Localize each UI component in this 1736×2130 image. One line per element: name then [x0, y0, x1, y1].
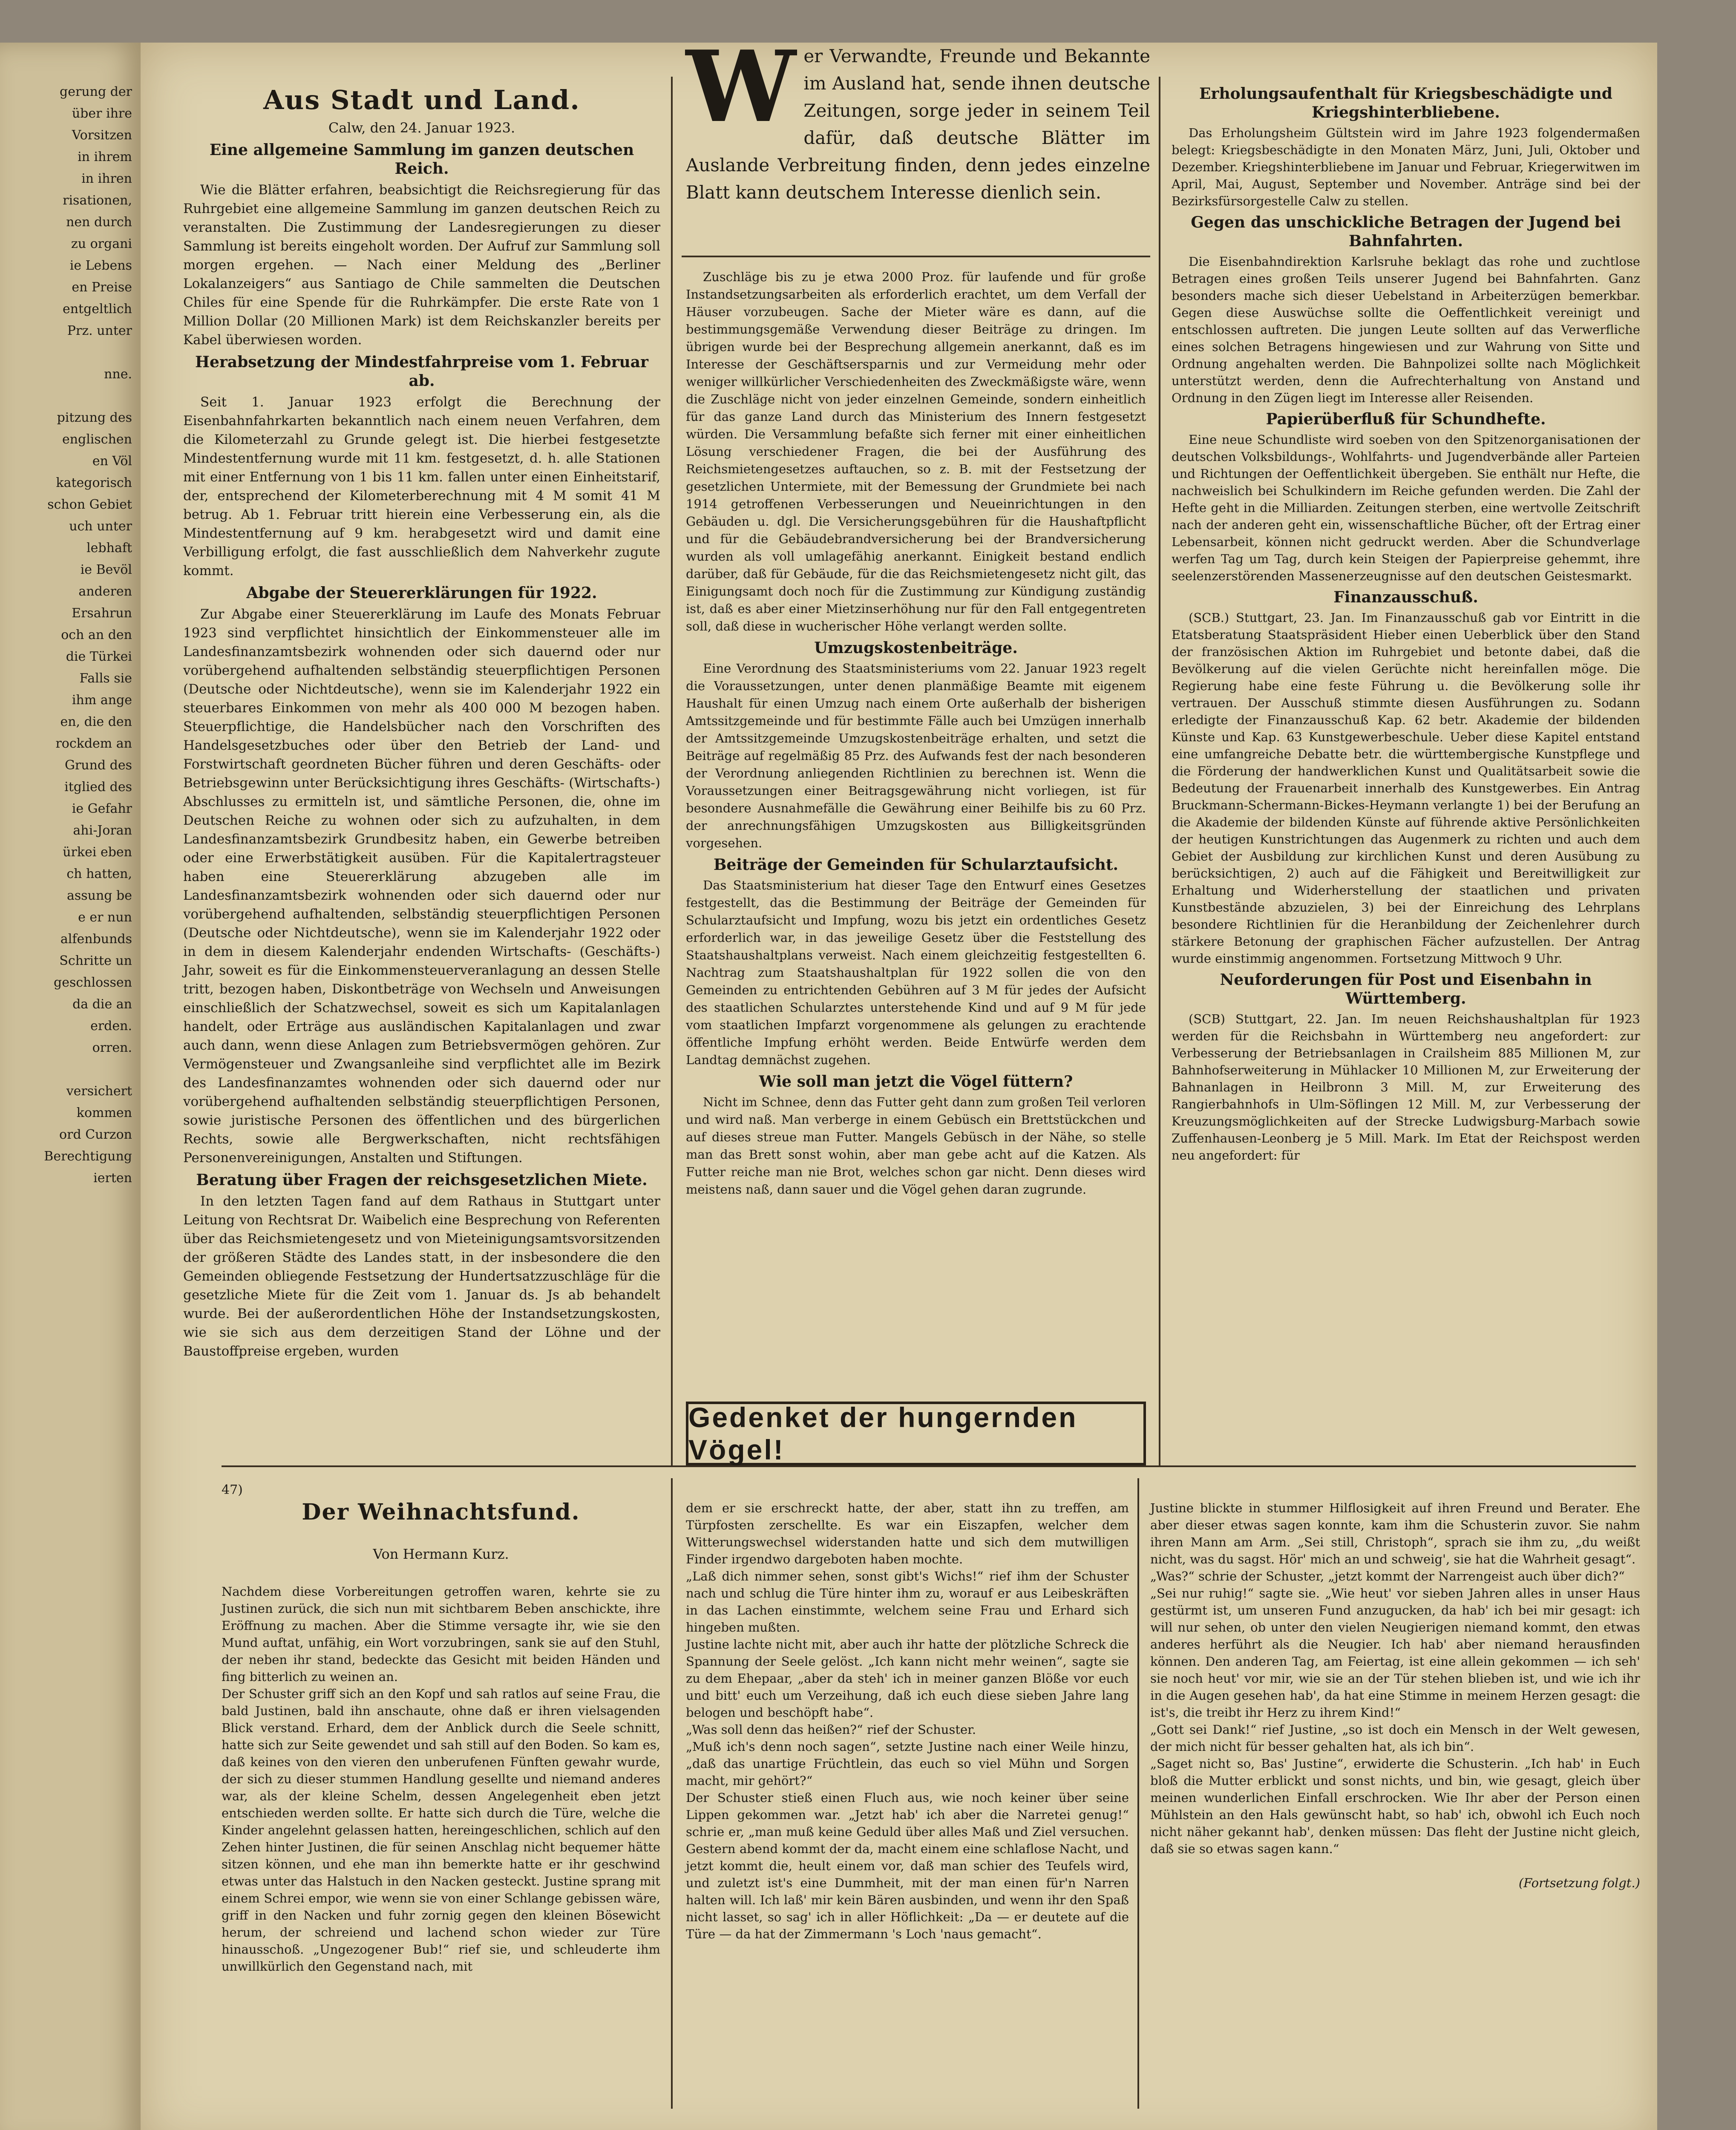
article-heading: Beratung über Fragen der reichsgesetzlichen Miete.: [196, 1171, 648, 1189]
column-middle: [686, 268, 1146, 1201]
appeal-rule: [682, 256, 1150, 257]
article-heading: Wie soll man jetzt die Vögel füttern?: [759, 1073, 1073, 1091]
article-paragraph: Zur Abgabe einer Steuererklärung im Laufe des Monats Februar 1923 sind verpflichtet hinsichtlich der Einkommensteuer alle im Landesfinanzamtsbezirk wohnenden oder sich dauernd oder nur vorübergehend aufhaltenden selbständig steuerpflichtigen Personen (Deutsche oder Nichtdeutsche), wenn sie im Kalenderjahr 1922 ein steuerbares Einkommen von mehr als 400 000 M bezogen haben. Steuerpflichtige, die Handelsbücher nach den Vorschriften des Handelsgesetzbuches oder über den Betrieb der Land- und Forstwirtschaft geordneten Bücher führen und deren Geschäfts- oder Betriebsgewinn unter Berücksichtigung ihres Geschäfts- (Wirtschafts-) Abschlusses zu ermitteln ist, und sämtliche Personen, die, ohne im Deutschen Reiche zu wohnen oder sich zu aufzuhalten, in dem Landesfinanzamtsbezirk Grundbesitz haben, ein Gewerbe betreiben oder eine Erwerbstätigkeit ausüben. Für die Kapitalertragsteuer haben eine Steuererklärung abzugeben alle im Landesfinanzamtsbezirk wohnenden oder sich dauernd oder nur vorübergehend aufhaltenden, selbständig steuerpflichtigen Personen (Deutsche oder Nichtdeutsche), wenn sie im Kalenderjahr 1922 oder in dem in diesem Kalenderjahr endenden Wirtschafts- (Geschäfts-) Jahr, soweit es für die Einkommensteuerveranlagung an dessen Stelle tritt, bezogen haben, Diskontbeträge von Wechseln und Anweisungen einschließlich der Schatzwechsel, soweit es sich um Kapitalanlagen handelt, oder Erträge aus ausländischen Kapitalanlagen und zwar auch dann, wenn diese Anlagen zum Betriebsvermögen gehören. Zur Vermögensteuer und Zwangsanleihe sind verpflichtet alle im Bezirk des Landesfinanzamtes wohnenden oder sich dauernd oder nur vorübergehend aufhaltenden selbständig steuerpflichtigen Personen, sowie juristische Personen des öffentlichen und des bürgerlichen Rechts, sowie alle Bergwerkschaften, nicht rechtsfähigen Personenvereinigungen, Anstalten und Stiftungen.: [183, 607, 660, 1166]
article-paragraph: Nicht im Schnee, denn das Futter geht dann zum großen Teil verloren und wird naß. Man verberge in einem Gebüsch ein Brettstückchen und auf dieses streue man Futter. Mangels Gebüsch in der Nähe, so stelle man das Brett sonst wohin, aber man gebe acht auf die Katzen. Als Futter reiche man nie Brot, welches schon gar nicht. Denn dieses wird meistens naß, dann sauer und die Vögel gehen daran zugrunde.: [686, 1095, 1146, 1197]
previous-page-text: gerung der über ihre Vorsitzen in ihrem in ihren risationen, nen durch zu organi ie Lebens en Preise entgeltlich Prz. unter nne. pitzung des englischen en Völ kategorisch schon Gebiet uch unter lebhaft ie Bevöl anderen Ersahrun och an den die Türkei Falls sie ihm ange en, die den rockdem an Grund des itglied des ie Gefahr ahi-Joran ürkei eben ch hatten, assung be e er nun alfenbunds Schritte un geschlossen da die an erden. orren. versichert kommen ord Curzon Berechtigung ierten: [44, 84, 132, 1186]
column-right: [1172, 81, 1640, 1166]
article-heading: Beiträge der Gemeinden für Schularztaufsicht.: [713, 856, 1119, 874]
article-paragraph: Das Erholungsheim Gültstein wird im Jahre 1923 folgendermaßen belegt: Kriegsbeschädigte in den Monaten März, Juni, Juli, Oktober und Dezember. Kriegshinterbliebene im Januar und Februar, Kriegerwitwen im April, Mai, August, September und November. Anträge sind bei der Bezirksfürsorgestelle Calw zu stellen.: [1172, 126, 1640, 208]
bird-feeding-banner: Gedenket der hungernden Vögel!: [686, 1402, 1146, 1465]
story-author: Von Hermann Kurz.: [373, 1546, 509, 1562]
article-heading: Finanzausschuß.: [1333, 588, 1478, 606]
story-column-3: [1150, 1482, 1640, 1908]
article-heading: Erholungsaufenthalt für Kriegsbeschädigte und Kriegshinterbliebene.: [1199, 85, 1612, 121]
dateline: Calw, den 24. Januar 1923.: [328, 120, 515, 136]
column-rule: [671, 1478, 673, 2109]
article-heading: Herabsetzung der Mindestfahrpreise vom 1. Februar ab.: [195, 353, 649, 390]
previous-page-edge: [0, 43, 141, 2130]
article-paragraph: In den letzten Tagen fand auf dem Rathaus in Stuttgart unter Leitung von Rechtsrat Dr. Waibelich eine Besprechung von Referenten über das Reichsmietengesetz und von Mieteinigungsamtsvorsitzenden der größeren Städte des Landes statt, in der insbesondere die den Gemeinden obliegende Festsetzung der Hundertsatzzuschläge für die gesetzliche Miete für die Zeit vom 1. Januar ds. Js ab behandelt wurde. Bei der außerordentlichen Höhe der Instandsetzungskosten, wie sie sich aus dem derzeitigen Stand der Löhne und der Baustoffpreise ergeben, wurden: [183, 1194, 660, 1359]
article-paragraph: Das Staatsministerium hat dieser Tage den Entwurf eines Gesetzes festgestellt, das die Bestimmung der Beiträge der Gemeinden für Schularztaufsicht und Impfung, wozu bis jetzt ein ordentliches Gesetz erforderlich war, in das jeweilige Gesetz über die Feststellung des Staatshaushaltplans verweist. Nach einem gleichzeitig festgestellten 6. Nachtrag zum Staatshaushaltplan für 1922 sollen die von den Gemeinden zu entrichtenden Gebühren auf 3 M für jedes der Aufsicht des staatlichen Schularztes unterstehende Kind und auf 9 M für jede vom staatlichen Impfarzt vorgenommene als gelungen zu erachtende öffentliche Impfung erhöht werden. Beide Entwürfe werden dem Landtag demnächst zugehen.: [686, 878, 1146, 1067]
article-paragraph: Eine neue Schundliste wird soeben von den Spitzenorganisationen der deutschen Volksbildungs-, Wohlfahrts- und Jugendverbände aller Parteien und Richtungen der Oeffentlichkeit übergeben. Sie enthält nur Hefte, die nachweislich bei Schulkindern im Reiche gefunden werden. Die Zahl der Hefte geht in die Milliarden. Zeitungen sterben, eine wertvolle Zeitschrift nach der anderen geht ein, wissenschaftliche Bücher, oft der Ertrag einer Lebensarbeit, können nicht gedruckt werden. Aber die Schundverlage werfen Tag um Tag, durch kein Steigen der Papierpreise gehemmt, ihre seelenzerstörenden Massenerzeugnisse auf den deutschen Geistesmarkt.: [1172, 432, 1640, 583]
continuation-note: (Fortsetzung folgt.): [1518, 1876, 1640, 1890]
section-title: Aus Stadt und Land.: [263, 84, 580, 115]
article-paragraph: Wie die Blätter erfahren, beabsichtigt die Reichsregierung für das Ruhrgebiet eine allgemeine Sammlung im ganzen deutschen Reich zu veranstalten. Die Zustimmung der Landesregierungen zu dieser Sammlung ist bereits eingeholt worden. Der Aufruf zur Sammlung soll morgen ergehen. — Nach einer Meldung des „Berliner Lokalanzeigers“ aus Santiago de Chile sammelten die Deutschen Chiles für eine Spende für die Ruhrkämpfer. Die erste Rate von 1 Million Dollar (20 Millionen Mark) ist dem Reichskanzler bereits per Kabel überwiesen worden.: [183, 182, 660, 348]
story-title: Der Weihnachtsfund.: [302, 1499, 580, 1525]
article-paragraph: (SCB) Stuttgart, 22. Jan. Im neuen Reichshaushaltplan für 1923 werden für die Reichsbahn in Württemberg neu angefordert: zur Verbesserung der Betriebsanlagen in Crailsheim 885 Millionen M, zur Bahnhofserweiterung in Mühlacker 10 Millionen M, zur Erweiterung der Bahnanlagen in Heilbronn 3 Mill. M, zur Erweiterung des Rangierbahnhofs in Ulm-Söflingen 12 Mill. M, zur Verbesserung der Kreuzungsmöglichkeiten auf der Strecke Ludwigsburg-Marbach sowie Zuffenhausen-Leonberg je 5 Mill. Mark. Im Etat der Reichspost werden neu angefordert: für: [1172, 1012, 1640, 1163]
article-paragraph: Die Eisenbahndirektion Karlsruhe beklagt das rohe und zuchtlose Betragen eines großen Teils unserer Jugend bei Bahnfahrten. Ganz besonders mache sich dieser Uebelstand in Arbeiterzügen bemerkbar. Gegen diese Auswüchse sollte die Oeffentlichkeit vereinigt und entschlossen auftreten. Die jungen Leute sollten auf das Verwerfliche eines solchen Betragens hingewiesen und zur Wahrung von Sitte und Ordnung angehalten werden. Die Bahnpolizei sollte nach Möglichkeit unterstützt werden, denn die Aufrechterhaltung von Anstand und Ordnung in den Zügen liegt im Interesse aller Reisenden.: [1172, 254, 1640, 405]
story-text: dem er sie erschreckt hatte, der aber, statt ihn zu treffen, am Türpfosten zerschellte. Es war ein Eiszapfen, welcher dem Witterungswechsel widerstanden hatte und sich dem mutwilligen Finder irgendwo dargeboten haben mochte. „Laß dich nimmer sehen, sonst gibt's Wichs!“ rief ihm der Schuster nach und schlug die Türe hinter ihm zu, worauf er aus Leibeskräften in das Lachen einstimmte, welchem seine Frau und Erhard sich hingeben mußten. Justine lachte nicht mit, aber auch ihr hatte der plötzliche Schreck die Spannung der Seele gelöst. „Ich kann nicht mehr weinen“, sagte sie zu dem Ehepaar, „aber da steh' ich in meiner ganzen Blöße vor euch und bitt' euch um Verzeihung, daß ich euch diese sieben Jahre lang belogen und beschöpft habe“. „Was soll denn das heißen?“ rief der Schuster. „Muß ich's denn noch sagen“, setzte Justine nach einer Weile hinzu, „daß das unartige Früchtlein, das euch so viel Mühn und Sorgen macht, mir gehört?“ Der Schuster stieß einen Fluch aus, wie noch keiner über seine Lippen gekommen war. „Jetzt hab' ich aber die Narretei genug!“ schrie er, „man muß keine Geduld über alles Maß und Ziel versuchen. Gestern abend kommt der da, macht einem eine schlaflose Nacht, und jetzt kommt die, heult einem vor, daß man schier des Teufels wird, und zuletzt ist's eine Dummheit, mit der man einen für'n Narren halten will. Ich laß' mir kein Bären ausbinden, und wenn ihr den Spaß nicht lasset, so sag' ich in aller Höflichkeit: „Da — er deutete auf die Türe — da hat der Zimmermann 's Loch 'naus gemacht“.: [686, 1501, 1129, 1941]
article-paragraph: Eine Verordnung des Staatsministeriums vom 22. Januar 1923 regelt die Voraussetzungen, unter denen planmäßige Beamte mit eigenem Haushalt für einen Umzug nach einem Orte außerhalb der bisherigen Amtssitzgemeinde und für bestimmte Fälle auch bei Umzügen innerhalb der Amtssitzgemeinde Umzugskostenbeiträge erhalten, und setzt die Beiträge auf regelmäßig 85 Prz. des Aufwands fest der nach besonderen der Verordnung anliegenden Richtlinien zu berechnen ist. Wenn die Voraussetzungen einer Beitragsgewährung nicht vorliegen, ist für besondere Ausnahmefälle die Gewährung einer Beihilfe bis zu 60 Prz. der anrechnungsfähigen Umzugskosten aus Billigkeitsgründen vorgesehen.: [686, 661, 1146, 850]
story-text: Nachdem diese Vorbereitungen getroffen waren, kehrte sie zu Justinen zurück, die sich nun mit sichtbarem Beben anschickte, ihre Eröffnung zu machen. Aber die Stimme versagte ihr, wie sie den Mund auftat, unfähig, ein Wort vorzubringen, sank sie auf den Stuhl, der neben ihr stand, bedeckte das Gesicht mit beiden Händen und fing bitterlich zu weinen an. Der Schuster griff sich an den Kopf und sah ratlos auf seine Frau, die bald Justinen, bald ihn anschaute, ohne daß er ihren vielsagenden Blick verstand. Erhard, dem der Anblick durch die Seele schnitt, hatte sich zur Seite gewendet und sah still auf den Boden. So kam es, daß keines von den vieren den unberufenen Fünften gewahr wurde, der sich zu dieser stummen Handlung gesellte und niemand anderes war, als der kleine Schelm, dessen Angelegenheit eben jetzt entschieden werden sollte. Er hatte sich durch die Türe, welche die Kinder angelehnt gelassen hatten, hereingeschlichen, schlich auf den Zehen hinter Justinen, die für seinen Anschlag nicht bequemer hätte sitzen können, und ehe man ihn bemerkte hatte er ihr geschwind etwas unter das Halstuch in den Nacken gesteckt. Justine sprang mit einem Schrei empor, wie wenn sie von einer Schlange gebissen wäre, griff in den Nacken und fuhr zornig gegen den kleinen Bösewicht herum, der schreiend und lachend schon wieder zur Türe hinausschoß. „Ungezogener Bub!“ rief sie, und schleuderte ihm unwillkürlich den Gegenstand nach, mit: [222, 1584, 660, 1974]
column-rule: [1137, 1478, 1139, 2109]
article-heading: Abgabe der Steuererklärungen für 1922.: [246, 584, 597, 602]
article-heading: Gegen das unschickliche Betragen der Jugend bei Bahnfahrten.: [1191, 213, 1621, 250]
article-heading: Papierüberfluß für Schundhefte.: [1266, 410, 1546, 428]
appeal-text: er Verwandte, Freunde und Bekannte im Ausland hat, sende ihnen deutsche Zeitungen, sorge jeder in seinem Teil dafür, daß deutsche Blätter im Auslande Verbreitung finden, denn jedes einzelne Blatt kann deutschem Interesse dienlich sein.: [686, 46, 1150, 203]
article-heading: Eine allgemeine Sammlung im ganzen deutschen Reich.: [209, 141, 634, 178]
story-column-2: [686, 1482, 1129, 1960]
column-local-news: [183, 81, 660, 1363]
article-heading: Umzugskostenbeiträge.: [814, 639, 1018, 657]
column-rule: [671, 77, 673, 1465]
story-column-1: [222, 1478, 660, 1992]
column-rule: [1159, 77, 1160, 1465]
drop-cap: W: [686, 29, 796, 144]
article-paragraph: (SCB.) Stuttgart, 23. Jan. Im Finanzausschuß gab vor Eintritt in die Etatsberatung Staatspräsident Hieber einen Ueberblick über den Stand der französischen Aktion im Ruhrgebiet und betonte dabei, daß die Bevölkerung auf die vielen Gerüchte nicht hereinfallen möge. Die Regierung habe eine feste Führung u. die Bevölkerung solle ihr vertrauen. Der Ausschuß stimmte diesen Ausführungen zu. Sodann erledigte der Finanzausschuß Kap. 62 betr. Akademie der bildenden Künste und Kap. 63 Kunstgewerbeschule. Ueber diese Kapitel entstand eine umfangreiche Debatte betr. die württembergische Kunstpflege und die Förderung der handwerklichen Kunst und Qualitätsarbeit sowie die Bedeutung der Frauenarbeit innerhalb des Kunstgewerbes. Ein Antrag Bruckmann-Schermann-Bickes-Heymann verlangte 1) bei der Berufung an die Akademie der bildenden Künste auf führende aktive Persönlichkeiten der heutigen Kunstrichtungen das Augenmerk zu richten und auch dem Gebiet der Ausbildung zur kirchlichen Kunst und deren Ausübung zu berücksichtigen, 2) auch auf die Fähigkeit und Bereitwilligkeit zur Erhaltung und Widerherstellung der staatlichen und privaten Kunstbestände abzuzielen, 3) bei der Einreichung des Lehrplans besondere Richtlinien für die Heranbildung der Zeichenlehrer durch stärkere Betonung der graphischen Fächer aufzustellen. Der Antrag wurde einstimmig angenommen. Fortsetzung Mittwoch 9 Uhr.: [1172, 610, 1640, 966]
serial-number: 47): [222, 1482, 243, 1497]
article-paragraph: Seit 1. Januar 1923 erfolgt die Berechnung der Eisenbahnfahrkarten bekanntlich nach einem neuen Verfahren, dem die Kilometerzahl zu Grunde gelegt ist. Die hierbei festgesetzte Mindestentfernung wurde mit 11 km. festgesetzt, d. h. alle Stationen mit einer Entfernung von 1 bis 11 km. fallen unter einen Einheitstarif, der, entsprechend der Kilometerberechnung mit 4 M somit 41 M betrug. Ab 1. Februar tritt hierein eine Verbesserung ein, als die Mindestentfernung auf 9 km. herabgesetzt wird und damit eine Verbilligung erfolgt, die fast ausschließlich dem Nahverkehr zugute kommt.: [183, 394, 660, 579]
article-paragraph: Zuschläge bis zu je etwa 2000 Proz. für laufende und für große Instandsetzungsarbeiten als erforderlich erachtet, um dem Verfall der Häuser vorzubeugen. Sache der Mieter wäre es dann, auf die bestimmungsgemäße Verwendung dieser Beiträge zu dringen. Im übrigen wurde bei der Besprechung allgemein anerkannt, daß es im Interesse der Geschäftsersparnis und zur Vermeidung mehr oder weniger willkürlicher Verschiedenheiten des Zweckmäßigste wäre, wenn die Zuschläge nicht von jeder einzelnen Gemeinde, sondern einheitlich für das ganze Land durch das Ministerium des Innern festgesetzt würden. Die Versammlung befaßte sich ferner mit einer einheitlichen Lösung verschiedener Fragen, die bei der Ausführung des Reichsmietengesetzes auftauchen, so z. B. mit der Festsetzung der gesetzlichen Untermiete, mit der Bemessung der Grundmiete bei nach 1914 getroffenen Verbesserungen und Neueinrichtungen in den Gebäuden u. dgl. Die Versicherungsgebühren für die Haushaftpflicht und für die Gebäudebrandversicherung bei der Brandversicherung wurden als voll umlagefähig anerkannt. Einigkeit bestand endlich darüber, daß für Gebäude, für die das Reichsmietengesetz nicht gilt, das Einigungsamt doch noch für die Zustimmung zur Kündigung zuständig ist, daß es aber einer Mietzinserhöhung nur für den Fall entgegentreten soll, daß diese in wucherischer Höhe verlangt werden sollte.: [686, 270, 1146, 633]
article-heading: Neuforderungen für Post und Eisenbahn in Württemberg.: [1220, 971, 1592, 1007]
appeal-box: [686, 29, 1150, 206]
story-text: Justine blickte in stummer Hilflosigkeit auf ihren Freund und Berater. Ehe aber dieser etwas sagen konnte, kam ihm die Schusterin zuvor. Sie nahm ihren Mann am Arm. „Sei still, Christoph“, sprach sie ihm zu, „du weißt nicht, was du sagst. Hör' mich an und schweig', sie hat die Wahrheit gesagt“. „Was?“ schrie der Schuster, „jetzt kommt der Narrengeist auch über dich?“ „Sei nur ruhig!“ sagte sie. „Wie heut' vor sieben Jahren alles in unser Haus gestürmt ist, um unseren Fund anzugucken, da hab' ich bei mir gesagt: ich will nur sehen, ob unter den vielen Neugierigen niemand kommt, den etwas anderes herführt als die Neugier. Ich hab' aber niemand herausfinden können. Den anderen Tag, am Feiertag, ist eine allein gekommen — ich seh' sie noch heut' vor mir, wie sie an der Tür stehen blieben ist, und wie ich ihr in die Augen gesehen hab', da hat eine Stimme in meinem Herzen gesagt: die ist's, die treibt ihr Herz zu ihrem Kind!“ „Gott sei Dank!“ rief Justine, „so ist doch ein Mensch in der Welt gewesen, der mich nicht für besser gehalten hat, als ich bin“. „Saget nicht so, Bas' Justine“, erwiderte die Schusterin. „Ich hab' in Euch bloß die Mutter erblickt und sonst nichts, und bin, wie gesagt, gleich über meinen wunderlichen Einfall erschrocken. Wie Ihr aber der Person einen Mühlstein an den Hals gewünscht habt, so hab' ich, obwohl ich Euch noch nicht näher gekannt hab', denken müssen: Das fleht der Justine nicht gleich, daß sie so etwas sagen kann.“: [1150, 1501, 1640, 1856]
